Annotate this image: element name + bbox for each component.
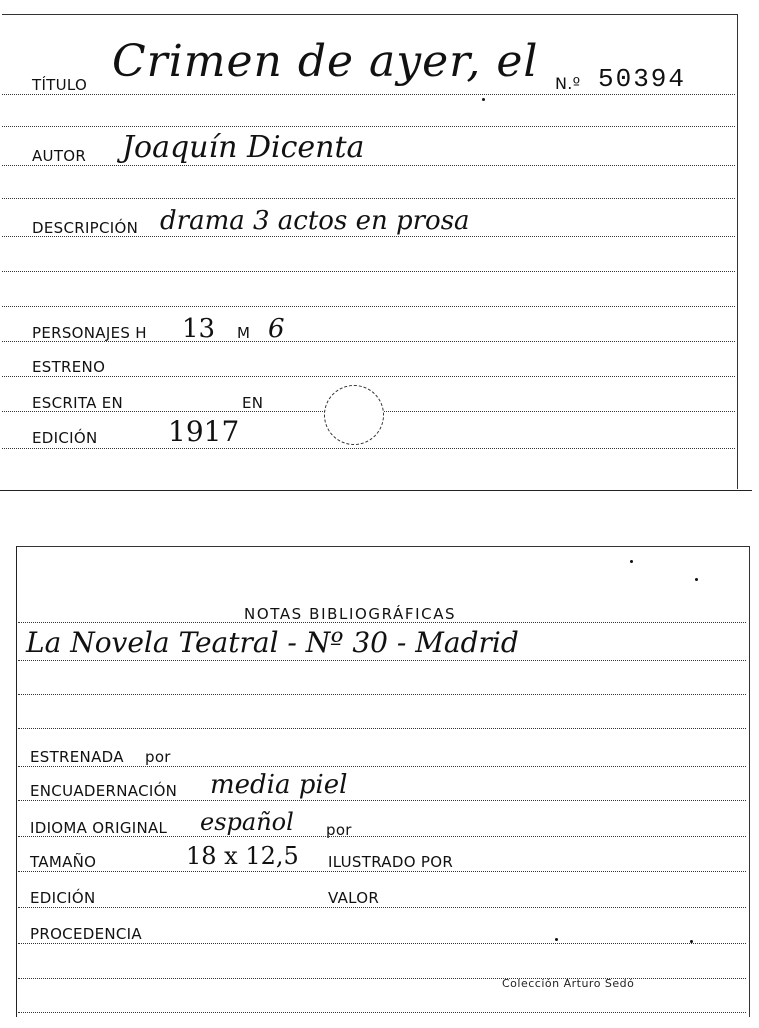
encuadernacion-value: media piel: [210, 770, 348, 800]
edicion-label: EDICIÓN: [32, 429, 98, 447]
blank-line: [2, 306, 735, 307]
personajes-h-value: 13: [182, 314, 216, 344]
ilustrado-label: ILUSTRADO POR: [328, 853, 454, 871]
paper-speck: [555, 938, 558, 941]
descripcion-label: DESCRIPCIÓN: [32, 219, 139, 237]
blank-line: [18, 728, 746, 729]
notas-value-line: [18, 660, 746, 661]
edicion-line: [2, 448, 735, 449]
idioma-label: IDIOMA ORIGINAL: [30, 819, 168, 837]
tamano-value: 18 x 12,5: [186, 842, 299, 870]
numero-value: 50394: [598, 64, 687, 94]
valor-label: VALOR: [328, 889, 380, 907]
blank-line: [18, 694, 746, 695]
autor-value: Joaquín Dicenta: [122, 130, 365, 165]
encuadernacion-line: [18, 800, 746, 801]
autor-line: [2, 165, 735, 166]
personajes-m-value: 6: [268, 314, 285, 344]
personajes-h-label: PERSONAJES H: [32, 324, 147, 342]
notas-line: [18, 622, 746, 623]
autor-label: AUTOR: [32, 147, 87, 165]
blank-line: [2, 271, 735, 272]
paper-speck: [482, 98, 485, 101]
descripcion-line: [2, 236, 735, 237]
edicion-value: 1917: [168, 415, 240, 448]
blank-line: [18, 978, 746, 979]
notas-heading: NOTAS BIBLIOGRÁFICAS: [244, 605, 457, 623]
titulo-line: [2, 94, 735, 95]
estrenada-label: ESTRENADA: [30, 748, 124, 766]
personajes-m-label: M: [237, 324, 251, 342]
estrenada-por-label: por: [145, 748, 171, 766]
estreno-label: ESTRENO: [32, 358, 106, 376]
paper-speck: [695, 578, 698, 581]
blank-line: [2, 198, 735, 199]
numero-label: N.º: [555, 74, 581, 93]
estreno-line: [2, 376, 735, 377]
paper-speck: [630, 560, 633, 563]
tamano-line: [18, 871, 746, 872]
edicion-bottom-line: [18, 907, 746, 908]
encuadernacion-label: ENCUADERNACIÓN: [30, 782, 178, 800]
procedencia-line: [18, 943, 746, 944]
procedencia-label: PROCEDENCIA: [30, 925, 142, 943]
idioma-por-label: por: [326, 821, 352, 839]
blank-line: [18, 1012, 746, 1013]
estrenada-line: [18, 766, 746, 767]
en-label: EN: [242, 394, 264, 412]
notas-value: La Novela Teatral - Nº 30 - Madrid: [26, 626, 519, 659]
idioma-value: español: [200, 808, 294, 836]
idioma-line: [18, 836, 746, 837]
paper-speck: [690, 940, 693, 943]
escrita-en-label: ESCRITA EN: [32, 394, 124, 412]
descripcion-value: drama 3 actos en prosa: [160, 206, 470, 236]
punch-hole: [324, 385, 384, 445]
titulo-value: Crimen de ayer, el: [112, 36, 539, 87]
coleccion-stamp: Colección Arturo Sedó: [502, 977, 635, 990]
card-bottom-edge: [0, 490, 752, 491]
edicion-bottom-label: EDICIÓN: [30, 889, 96, 907]
personajes-line: [2, 341, 735, 342]
blank-line: [2, 126, 735, 127]
titulo-label: TÍTULO: [32, 76, 88, 94]
tamano-label: TAMAÑO: [30, 853, 97, 871]
